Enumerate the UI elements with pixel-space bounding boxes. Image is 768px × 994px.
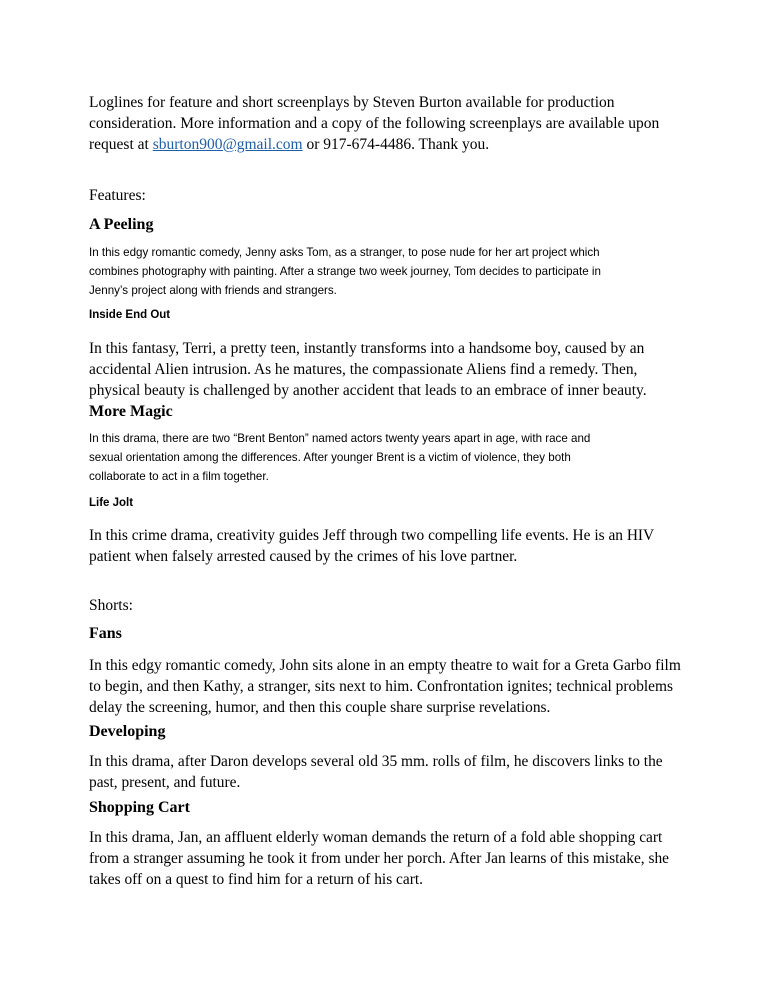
- logline-line: combines photography with painting. After a strange two week journey, Tom decides to participate in: [89, 265, 601, 278]
- short-title-developing: Developing: [89, 723, 166, 740]
- feature-logline-a-peeling: [89, 243, 679, 300]
- email-link[interactable]: sburton900@gmail.com: [152, 136, 303, 153]
- logline-line: accidental Alien intrusion. As he matures, the compassionate Aliens find a remedy. Then,: [89, 361, 638, 378]
- logline-line: In this drama, after Daron develops several old 35 mm. rolls of film, he discovers links to the: [89, 753, 663, 770]
- intro-line-1: Loglines for feature and short screenplays by Steven Burton available for production: [89, 94, 615, 111]
- logline-line: Jenny’s project along with friends and strangers.: [89, 284, 337, 297]
- short-logline-shopping-cart: [89, 827, 689, 890]
- intro-line-3: [89, 134, 689, 155]
- logline-line: In this edgy romantic comedy, Jenny asks Tom, as a stranger, to pose nude for her art project which: [89, 246, 600, 259]
- intro-line-3-suffix: or 917-674-4486. Thank you.: [302, 136, 490, 153]
- logline-line: patient when falsely arrested caused by the crimes of his love partner.: [89, 548, 518, 565]
- intro-line-2: consideration. More information and a copy of the following screenplays are available upon: [89, 115, 660, 132]
- feature-title-more-magic: More Magic: [89, 403, 173, 420]
- logline-line: In this fantasy, Terri, a pretty teen, instantly transforms into a handsome boy, caused by an: [89, 340, 645, 357]
- feature-title-a-peeling: A Peeling: [89, 216, 154, 233]
- logline-line: In this edgy romantic comedy, John sits alone in an empty theatre to wait for a Greta Garbo film: [89, 657, 681, 674]
- logline-line: sexual orientation among the differences. After younger Brent is a victim of violence, they both: [89, 451, 571, 464]
- feature-logline-more-magic: [89, 429, 679, 486]
- logline-line: In this crime drama, creativity guides Jeff through two compelling life events. He is an HIV: [89, 527, 655, 544]
- short-title-shopping-cart: Shopping Cart: [89, 799, 190, 816]
- logline-line: collaborate to act in a film together.: [89, 470, 269, 483]
- intro-line-3-prefix: request at: [89, 136, 153, 153]
- logline-line: physical beauty is challenged by another accident that leads to an embrace of inner beauty.: [89, 382, 647, 399]
- logline-line: In this drama, Jan, an affluent elderly woman demands the return of a fold able shopping cart: [89, 829, 663, 846]
- features-label: Features:: [89, 187, 146, 204]
- logline-line: takes off on a quest to find him for a return of his cart.: [89, 871, 423, 888]
- logline-line: past, present, and future.: [89, 774, 241, 791]
- short-logline-fans: [89, 655, 689, 718]
- logline-line: In this drama, there are two “Brent Benton” named actors twenty years apart in age, with race and: [89, 432, 591, 445]
- logline-line: to begin, and then Kathy, a stranger, sits next to him. Confrontation ignites; technical problems: [89, 678, 673, 695]
- logline-line: from a stranger assuming he took it from under her porch. After Jan learns of this mistake, she: [89, 850, 669, 867]
- intro-paragraph: [89, 92, 689, 155]
- feature-logline-life-jolt: [89, 525, 689, 567]
- feature-title-life-jolt: Life Jolt: [89, 497, 134, 509]
- short-logline-developing: [89, 751, 689, 793]
- feature-title-inside-end-out: Inside End Out: [89, 309, 171, 321]
- logline-line: delay the screening, humor, and then this couple share surprise revelations.: [89, 699, 551, 716]
- feature-logline-inside-end-out: [89, 338, 689, 401]
- short-title-fans: Fans: [89, 625, 122, 642]
- shorts-label: Shorts:: [89, 597, 133, 614]
